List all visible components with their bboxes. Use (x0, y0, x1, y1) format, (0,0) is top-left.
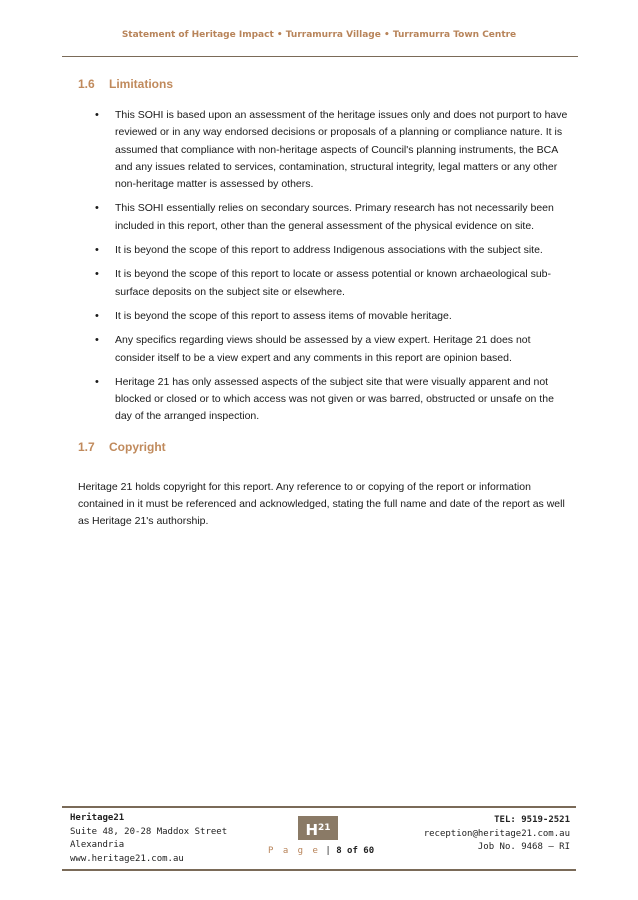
copyright-paragraph: Heritage 21 holds copyright for this report. Any reference to or copying of the report or information contained in it must be referenced and acknowledged, stating the full name and date of the report as well as Heritage 21's authorship. (78, 480, 565, 527)
address-line: Suite 48, 20-28 Maddox Street (70, 826, 228, 837)
section-number: 1.7 (78, 440, 95, 454)
footer-address (70, 812, 227, 866)
website-link[interactable]: www.heritage21.com.au (70, 853, 184, 864)
footer-contact (424, 814, 570, 855)
section-heading: Copyright (109, 440, 166, 454)
bullet-icon: • (95, 309, 99, 322)
address-line: Alexandria (70, 840, 125, 850)
running-header: Statement of Heritage Impact • Turramurra Village • Turramurra Town Centre (121, 30, 517, 40)
page-label: P a g e (268, 846, 320, 856)
list-item: • This SOHI essentially relies on secondary sources. Primary research has not necessarily been included in this report, other than the general assessment of the physical evidence on site. (95, 202, 554, 232)
section-number: 1.6 (78, 77, 95, 91)
bullet-icon: • (95, 268, 99, 281)
limitations-list (78, 107, 568, 433)
telephone: TEL: 9519-2521 (494, 815, 570, 825)
page-count: 8 of 60 (336, 846, 375, 856)
list-item: • It is beyond the scope of this report to assess items of movable heritage. (78, 308, 568, 325)
page-separator: | (325, 846, 331, 856)
email-link[interactable]: reception@heritage21.com.au (423, 828, 570, 839)
bullet-icon: • (95, 202, 99, 215)
bullet-icon: • (95, 109, 99, 121)
bullet-icon: • (95, 334, 99, 347)
list-item: • It is beyond the scope of this report to locate or assess potential or known archaeological sub-surface deposits on the subject site or elsewhere. (95, 268, 551, 298)
footer-divider-top (62, 806, 576, 808)
list-item: • Any specifics regarding views should be assessed by a view expert. Heritage 21 does not consider itself to be a view expert and any comments in this report are opinion based. (95, 334, 531, 364)
list-item: • This SOHI is based upon an assessment of the heritage issues only and does not purport to have reviewed or in any way endorsed decisions or proposals of a planning or compliance nature. It is assumed that compliance with non-heritage aspects of Council's planning instruments, the BCA and any issues related to services, contamination, structural integrity, legal matters or any other non-heritage matter is assessed by others. (95, 109, 568, 191)
list-item: • Heritage 21 has only assessed aspects of the subject site that were visually apparent and not blocked or closed or to which access was not given or was barred, obstructed or unsafe on the day of the arranged inspection. (95, 375, 554, 423)
section-title-copyright (78, 440, 166, 454)
company-name: Heritage21 (70, 813, 125, 823)
bullet-icon: • (95, 375, 99, 388)
header-divider (62, 56, 578, 57)
section-title-limitations (78, 77, 173, 91)
list-item: • It is beyond the scope of this report to address Indigenous associations with the subject site. (78, 242, 568, 259)
job-number: Job No. 9468 – RI (477, 842, 570, 852)
footer-divider-bottom (62, 869, 576, 871)
page-number (268, 846, 374, 856)
h21-logo: $H^{21}$ (298, 816, 338, 840)
section-heading: Limitations (109, 77, 174, 91)
bullet-icon: • (95, 244, 99, 257)
